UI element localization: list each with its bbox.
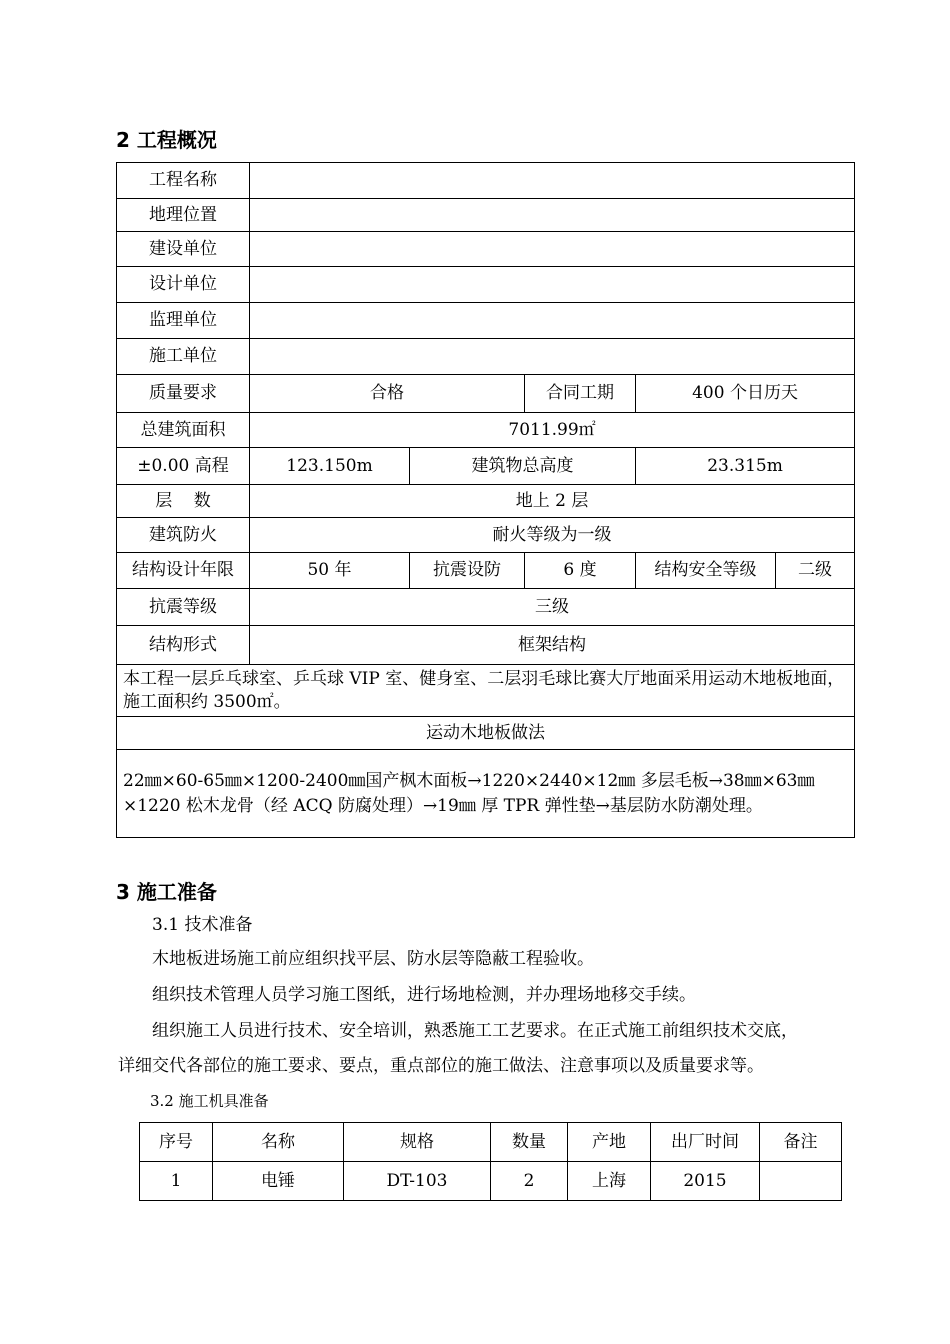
structure-form-value: 框架结构 (250, 626, 855, 665)
height-value: 23.315m (636, 448, 855, 485)
fire-rating-label: 建筑防火 (117, 518, 250, 553)
header-name: 名称 (213, 1123, 344, 1162)
header-origin: 产地 (568, 1123, 651, 1162)
designer-label: 设计单位 (117, 267, 250, 303)
supervisor-value (250, 303, 855, 339)
structure-form-label: 结构形式 (117, 626, 250, 665)
header-manufacture-date: 出厂时间 (651, 1123, 760, 1162)
elevation-label: ±0.00 高程 (117, 448, 250, 485)
location-value (250, 199, 855, 232)
project-description: 本工程一层乒乓球室、乒乓球 VIP 室、健身室、二层羽毛球比赛大厅地面采用运动木地板地面，施工面积约 3500㎡。 (117, 665, 855, 717)
paragraph-1: 木地板进场施工前应组织找平层、防水层等隐蔽工程验收。 (152, 949, 594, 969)
tools-table (139, 1122, 842, 1201)
cell-quantity: 2 (491, 1162, 568, 1201)
safety-grade-value: 二级 (776, 553, 855, 589)
section-3-heading: 3 施工准备 (116, 880, 217, 904)
area-label: 总建筑面积 (117, 413, 250, 448)
cell-manufacture-date: 2015 (651, 1162, 760, 1201)
owner-label: 建设单位 (117, 232, 250, 267)
cell-origin: 上海 (568, 1162, 651, 1201)
header-spec: 规格 (344, 1123, 491, 1162)
table-row (140, 1162, 842, 1201)
designer-value (250, 267, 855, 303)
section-2-heading: 2 工程概况 (116, 128, 217, 152)
header-remark: 备注 (760, 1123, 842, 1162)
contractor-value (250, 339, 855, 375)
project-overview-table (116, 162, 855, 838)
period-value: 400 个日历天 (636, 375, 855, 413)
method-text: 22㎜×60-65㎜×1200-2400㎜国产枫木面板→1220×2440×12㎜ 多层毛板→38㎜×63㎜×1220 松木龙骨（经 ACQ 防腐处理）→19㎜ 厚 TPR 弹性垫→基层防水防潮处理。 (117, 750, 855, 838)
fire-rating-value: 耐火等级为一级 (250, 518, 855, 553)
cell-remark (760, 1162, 842, 1201)
tools-header-row (140, 1123, 842, 1162)
header-index: 序号 (140, 1123, 213, 1162)
paragraph-3-line-1: 组织施工人员进行技术、安全培训，熟悉施工工艺要求。在正式施工前组织技术交底， (152, 1021, 798, 1041)
cell-spec: DT-103 (344, 1162, 491, 1201)
seismic-grade-value: 三级 (250, 589, 855, 626)
subsection-3-1: 3.1 技术准备 (152, 915, 253, 935)
supervisor-label: 监理单位 (117, 303, 250, 339)
height-label: 建筑物总高度 (410, 448, 636, 485)
contractor-label: 施工单位 (117, 339, 250, 375)
quality-label: 质量要求 (117, 375, 250, 413)
project-name-label: 工程名称 (117, 163, 250, 199)
cell-name: 电锤 (213, 1162, 344, 1201)
project-name-value (250, 163, 855, 199)
header-quantity: 数量 (491, 1123, 568, 1162)
location-label: 地理位置 (117, 199, 250, 232)
owner-value (250, 232, 855, 267)
safety-grade-label: 结构安全等级 (636, 553, 776, 589)
paragraph-3-line-2: 详细交代各部位的施工要求、要点，重点部位的施工做法、注意事项以及质量要求等。 (118, 1056, 764, 1076)
floors-label: 层 数 (117, 485, 250, 518)
design-life-label: 结构设计年限 (117, 553, 250, 589)
method-title: 运动木地板做法 (117, 717, 855, 750)
seismic-fortification-label: 抗震设防 (410, 553, 525, 589)
seismic-fortification-value: 6 度 (525, 553, 636, 589)
floors-value: 地上 2 层 (250, 485, 855, 518)
period-label: 合同工期 (525, 375, 636, 413)
area-value: 7011.99㎡ (250, 413, 855, 448)
paragraph-2: 组织技术管理人员学习施工图纸，进行场地检测，并办理场地移交手续。 (152, 985, 696, 1005)
quality-value: 合格 (250, 375, 525, 413)
subsection-3-2: 3.2 施工机具准备 (150, 1092, 269, 1110)
cell-index: 1 (140, 1162, 213, 1201)
design-life-value: 50 年 (250, 553, 410, 589)
elevation-value: 123.150m (250, 448, 410, 485)
seismic-grade-label: 抗震等级 (117, 589, 250, 626)
